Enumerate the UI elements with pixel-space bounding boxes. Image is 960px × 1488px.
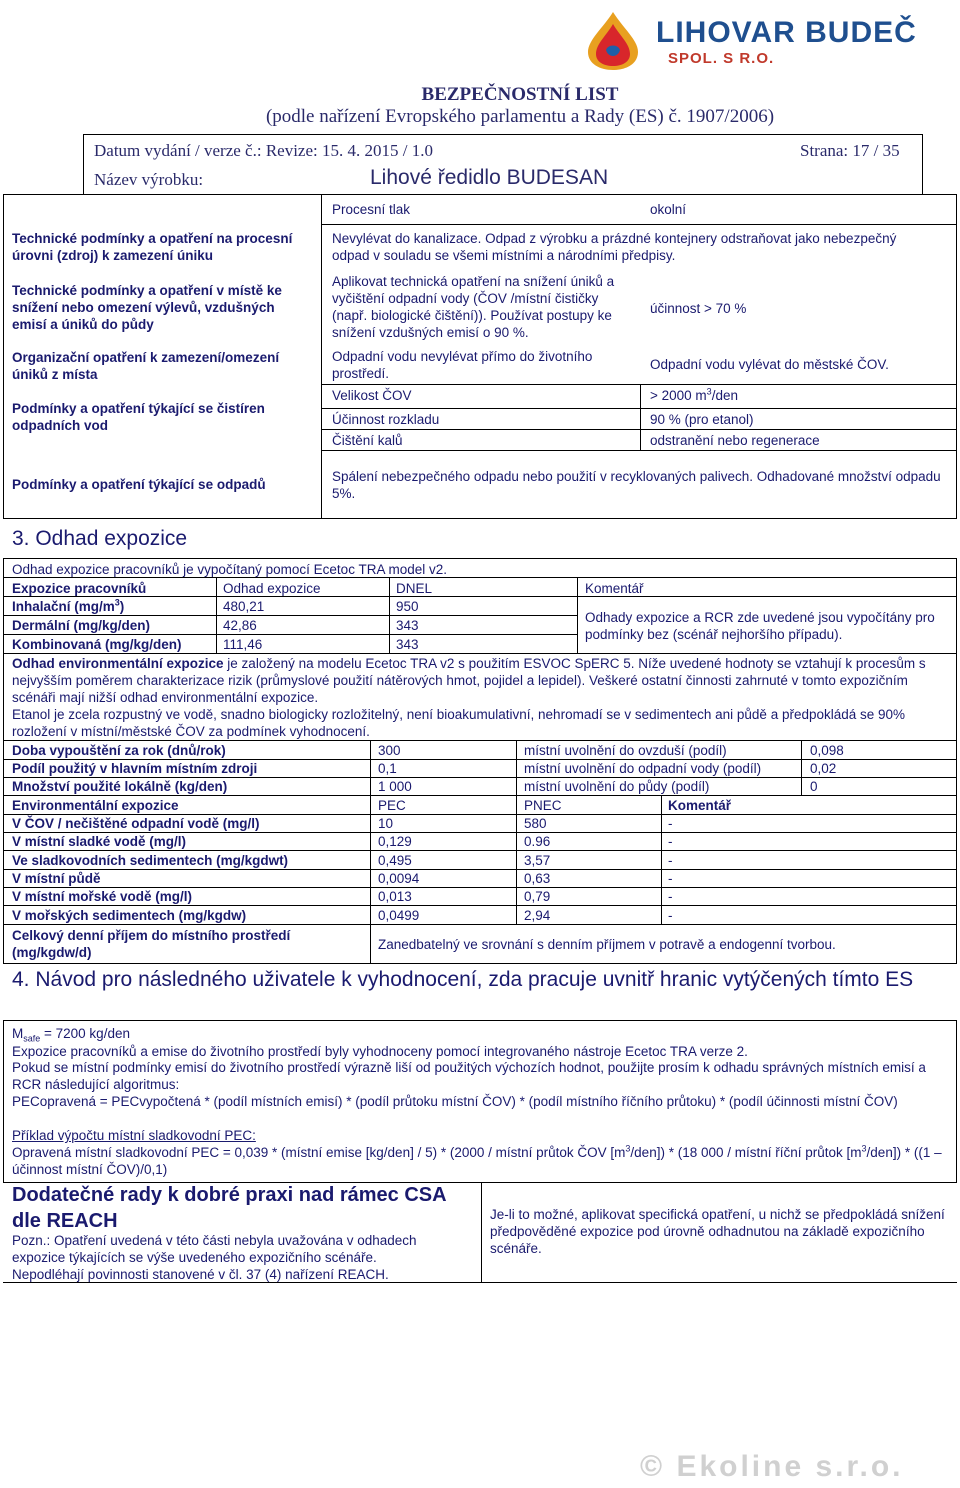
company-logo	[578, 10, 948, 72]
worker-row-dnel: 343	[396, 618, 419, 633]
stp-size-label: Velikost ČOV	[332, 388, 412, 403]
worker-row-dnel: 950	[396, 599, 419, 614]
release-fraction-value: 0,02	[810, 761, 837, 776]
env-row-comment: -	[668, 889, 673, 904]
release-fraction-label: místní uvolnění do odpadní vody (podíl)	[524, 761, 762, 776]
env-exposure-paragraph: Odhad environmentální expozice je založený na modelu Ecetoc TRA v2 s použitím ESVOC SpERC 5. Níže uvedené hodnoty se vztahují k procesům s nejvyšším poměrem charakterizace rizik (průmyslové použití nátěrových hmot, pojidel a lepidel). Veškeré ostatní činnosti zahrnuté v tomto expozičním scénáři mají nižší odhad environmentální expozice.	[12, 656, 926, 705]
env-row-pec: 0,129	[378, 834, 412, 849]
release-label: Doba vypouštění za rok (dnů/rok)	[12, 743, 226, 758]
cond-label-waste: Podmínky a opatření týkající se odpadů	[12, 477, 266, 492]
msafe-line: $M_{safe} = 7200$ kg/den	[12, 1026, 130, 1044]
product-label: Název výrobku:	[94, 170, 204, 189]
waste-text: Spálení nebezpečného odpadu nebo použití v recyklovaných palivech. Odhadované množství odpadu 5%.	[332, 469, 941, 501]
release-fraction-value: 0,098	[810, 743, 844, 758]
section4-p2: Pokud se místní podmínky emisí do životního prostředí výrazně liší od použitých výchozích hodnot, použijte prosím k odhadu správných místních emisí a RCR následující algoritmus:	[12, 1060, 926, 1092]
extra-note1: Pozn.: Opatření uvedená v této části nebyla uvažována v odhadech expozice týkajících se výše uvedeného expozičního scénáře.	[12, 1233, 417, 1265]
env-header-pec: PEC	[378, 798, 406, 813]
env-row-comment: -	[668, 834, 673, 849]
env-row-label: V místní mořské vodě (mg/l)	[12, 889, 193, 904]
worker-row-label: Dermální (mg/kg/den)	[12, 618, 151, 633]
logo-company-sub: SPOL. S R.O.	[668, 50, 775, 67]
section4-p3: PECopravená = PECvypočtená * (podíl místních emisí) * (podíl průtoku místní ČOV) * (podíl místního říčního průtoku) * (podíl účinnosti místní ČOV)	[12, 1094, 898, 1109]
page-subtitle: (podle nařízení Evropského parlamentu a Rady (ES) č. 1907/2006)	[265, 106, 775, 127]
env-row-pnec: 0,79	[524, 889, 551, 904]
sludge-label: Čištění kalů	[332, 433, 403, 448]
env-header-exposure: Environmentální expozice	[12, 798, 179, 813]
release-label: Množství použité lokálně (kg/den)	[12, 779, 228, 794]
no-sewer-text: Nevylévat do kanalizace. Odpad z výrobku a prázdné kontejnery odstraňovat jako nebezpečný odpad v souladu se všemi místními a národními předpisy.	[332, 231, 897, 263]
worker-comment: Odhady expozice a RCR zde uvedené jsou vypočítány pro podmínky bez (scénář nejhoršího případu).	[585, 610, 935, 642]
page-number: Strana: 17 / 35	[800, 141, 900, 160]
worker-row-label: Kombinovaná (mg/kg/den)	[12, 637, 182, 652]
release-value: 0,1	[378, 761, 397, 776]
example-label: Příklad výpočtu místní sladkovodní PEC:	[12, 1128, 256, 1143]
env-row-pec: 10	[378, 816, 394, 831]
worker-row-estimate: 111,46	[223, 637, 263, 652]
sludge-value: odstranění nebo regenerace	[650, 433, 820, 448]
env-header-comment: Komentář	[668, 798, 732, 813]
env-row-comment: -	[668, 908, 673, 923]
issue-date: Datum vydání / verze č.: Revize: 15. 4. 2015 / 1.0	[94, 141, 433, 160]
release-label: Podíl použitý v hlavním místním zdroji	[12, 761, 258, 776]
flame-drop-icon	[578, 10, 648, 72]
section4-heading: 4. Návod pro následného uživatele k vyhodnocení, zda pracuje uvnitř hranic vytýčených tímto ES	[12, 968, 914, 991]
env-row-pnec: 2,94	[524, 908, 551, 923]
env-row-comment: -	[668, 816, 673, 831]
no-env-text: Odpadní vodu nevylévat přímo do životního prostředí.	[332, 349, 593, 381]
daily-intake-value: Zanedbatelný ve srovnání s denním příjmem v potravě a endogenní tvorbou.	[378, 937, 836, 952]
release-fraction-label: místní uvolnění do půdy (podíl)	[524, 779, 710, 794]
cond-label-process: Technické podmínky a opatření na procesní úrovni (zdroj) k zamezení úniku	[12, 231, 293, 263]
env-row-pnec: 580	[524, 816, 547, 831]
release-fraction-value: 0	[810, 779, 818, 794]
env-row-label: V ČOV / nečištěné odpadní vodě (mg/l)	[12, 816, 260, 831]
release-value: 1 000	[378, 779, 412, 794]
env-row-label: Ve sladkovodních sedimentech (mg/kgdwt)	[12, 853, 289, 868]
process-pressure-label: Procesní tlak	[332, 202, 411, 217]
worker-header-dnel: DNEL	[396, 581, 433, 596]
worker-row-estimate: 480,21	[223, 599, 265, 614]
cond-label-onsite: Technické podmínky a opatření v místě ke snížení nebo omezení výlevů, vzdušných emisí a úniků do půdy	[12, 283, 282, 332]
worker-row-estimate: 42,86	[223, 618, 257, 633]
env-row-pec: 0,0094	[378, 871, 420, 886]
product-name: Lihové ředidlo BUDESAN	[370, 166, 609, 189]
degradation-label: Účinnost rozkladu	[332, 412, 440, 427]
degradation-value: 90 % (pro etanol)	[650, 412, 754, 427]
env-row-pec: 0,495	[378, 853, 412, 868]
daily-intake-label: Celkový denní příjem do místního prostředí (mg/kgdw/d)	[12, 928, 291, 960]
release-fraction-label: místní uvolnění do ovzduší (podíl)	[524, 743, 727, 758]
apply-measures-text: Aplikovat technická opatření na snížení úniků a vyčištění odpadní vody (ČOV /místní čističky (např. biologické čištění)). Používat postupy ke snížení vzdušných emisí o 90 %.	[332, 274, 615, 340]
watermark: © Ekoline s.r.o.	[640, 1450, 904, 1483]
logo-company-name: LIHOVAR BUDEČ	[656, 16, 917, 49]
release-value: 300	[378, 743, 401, 758]
env-row-pnec: 0.96	[524, 834, 551, 849]
section4-p1: Expozice pracovníků a emise do životního prostředí byly vyhodnoceny pomocí integrovaného nástroje Ecetoc TRA verze 2.	[12, 1044, 748, 1059]
env-row-pnec: 0,63	[524, 871, 551, 886]
to-stp-text: Odpadní vodu vylévat do městské ČOV.	[650, 357, 889, 372]
cond-label-organizational: Organizační opatření k zamezení/omezení úniků z místa	[12, 350, 280, 382]
stp-size-value: > 2000 $m^3$/den	[650, 386, 738, 403]
env-row-label: V místní sladké vodě (mg/l)	[12, 834, 187, 849]
extra-note2: Nepodléhají povinnosti stanovené v čl. 37 (4) nařízení REACH.	[12, 1267, 389, 1282]
env-row-comment: -	[668, 871, 673, 886]
worker-header-comment: Komentář	[585, 581, 644, 596]
env-row-label: V místní půdě	[12, 871, 101, 886]
section3-heading: 3. Odhad expozice	[12, 527, 188, 550]
worker-row-label: Inhalační $(mg/m^3)$	[12, 597, 125, 614]
env-row-pnec: 3,57	[524, 853, 551, 868]
env-row-pec: 0,0499	[378, 908, 420, 923]
env-header-pnec: PNEC	[524, 798, 562, 813]
example-formula: Opravená místní sladkovodní PEC = 0,039 * (místní emise [kg/den] / 5) * (2000 / místní průtok ČOV $[m^3/den]) * (18$ 000 / místní říční průtok $[m^3/den]) * ((1$ – účinnost místní ČOV)/0,1)	[12, 1143, 942, 1177]
env-row-comment: -	[668, 853, 673, 868]
process-pressure-value: okolní	[650, 202, 687, 217]
cond-label-stp: Podmínky a opatření týkající se čistíren odpadních vod	[12, 401, 265, 433]
worker-header-estimate: Odhad expozice	[223, 581, 321, 596]
extra-heading: Dodatečné rady k dobré praxi nad rámec CSA dle REACH	[12, 1184, 446, 1232]
extra-advice: Je-li to možné, aplikovat specifická opatření, u nichž se předpokládá snížení předpověděné expozice pod úrovně odhadnutou na základě expozičního scénáře.	[490, 1207, 945, 1256]
worker-row-dnel: 343	[396, 637, 419, 652]
ethanol-paragraph: Etanol je zcela rozpustný ve vodě, snadno biologicky rozložitelný, není bioakumulativní, nehromadí se v sedimentech ani půdě a předpokládá se 90% rozložení v místní/městské ČOV za podmínek vyhodnocení.	[12, 707, 906, 739]
efficiency-text: účinnost > 70 %	[650, 301, 747, 316]
page-title: BEZPEČNOSTNÍ LIST	[421, 84, 619, 105]
env-row-label: V mořských sedimentech (mg/kgdw)	[12, 908, 247, 923]
worker-header-exposure: Expozice pracovníků	[12, 581, 147, 596]
env-row-pec: 0,013	[378, 889, 412, 904]
section3-intro: Odhad expozice pracovníků je vypočítaný pomocí Ecetoc TRA model v2.	[12, 562, 447, 577]
